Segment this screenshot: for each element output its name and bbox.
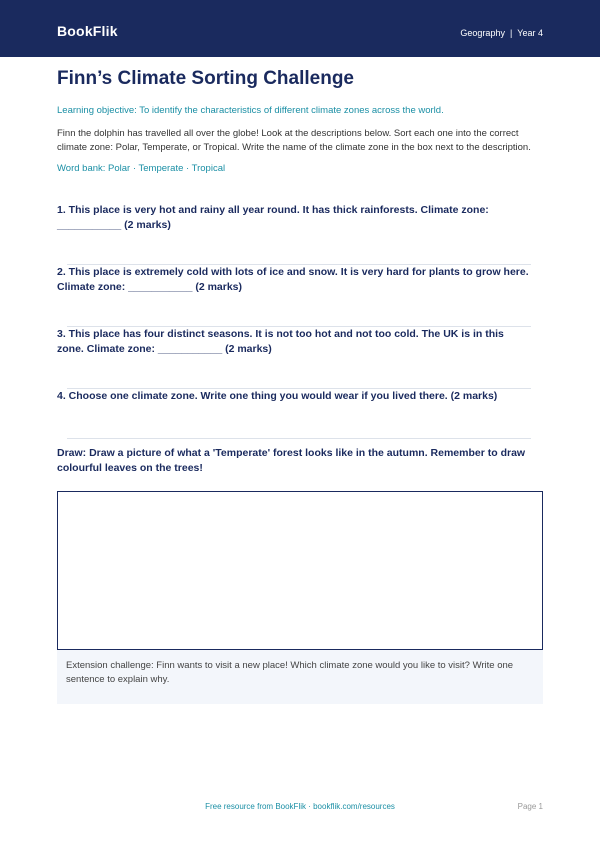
- page-number: Page 1: [517, 802, 543, 811]
- intro-text: Finn the dolphin has travelled all over the globe! Look at the descriptions below. Sort each one into the correct climate zone: Polar, Temperate, or Tropical. Write the name of the climate zone in the box next to the description.: [57, 127, 531, 153]
- question-2: 2. This place is extremely cold with lots of ice and snow. It is very hard for plants to grow here. Climate zone: ___________ (2 marks): [57, 266, 529, 294]
- page-title: Finn’s Climate Sorting Challenge: [57, 68, 354, 89]
- header-separator: |: [509, 28, 513, 38]
- question-4: 4. Choose one climate zone. Write one thing you would wear if you lived there. (2 marks): [57, 390, 498, 402]
- worksheet-content: [57, 57, 543, 174]
- header-meta: [460, 28, 543, 38]
- subject-label: Geography: [460, 28, 505, 38]
- question-1: 1. This place is very hot and rainy all year round. It has thick rainforests. Climate zone: ___________ (2 marks): [57, 204, 489, 232]
- brand-logo: BookFlik: [57, 23, 118, 39]
- question-divider: [67, 438, 531, 439]
- drawing-area[interactable]: [57, 491, 543, 650]
- extension-challenge: Extension challenge: Finn wants to visit a new place! Which climate zone would you like to visit? Write one sentence to explain why.: [57, 650, 543, 704]
- footer-resource-link[interactable]: Free resource from BookFlik · bookflik.com/resources: [205, 802, 395, 811]
- word-bank: Word bank: Polar · Temperate · Tropical: [57, 162, 226, 174]
- year-label: Year 4: [517, 28, 543, 38]
- draw-prompt: Draw: Draw a picture of what a 'Temperate' forest looks like in the autumn. Remember to draw colourful leaves on the trees!: [57, 447, 526, 475]
- question-3: 3. This place has four distinct seasons. It is not too hot and not too cold. The UK is in this zone. Climate zone: ___________ (2 marks): [57, 328, 504, 356]
- header-bar: [0, 0, 600, 57]
- learning-objective: Learning objective: To identify the characteristics of different climate zones across the world.: [57, 104, 444, 116]
